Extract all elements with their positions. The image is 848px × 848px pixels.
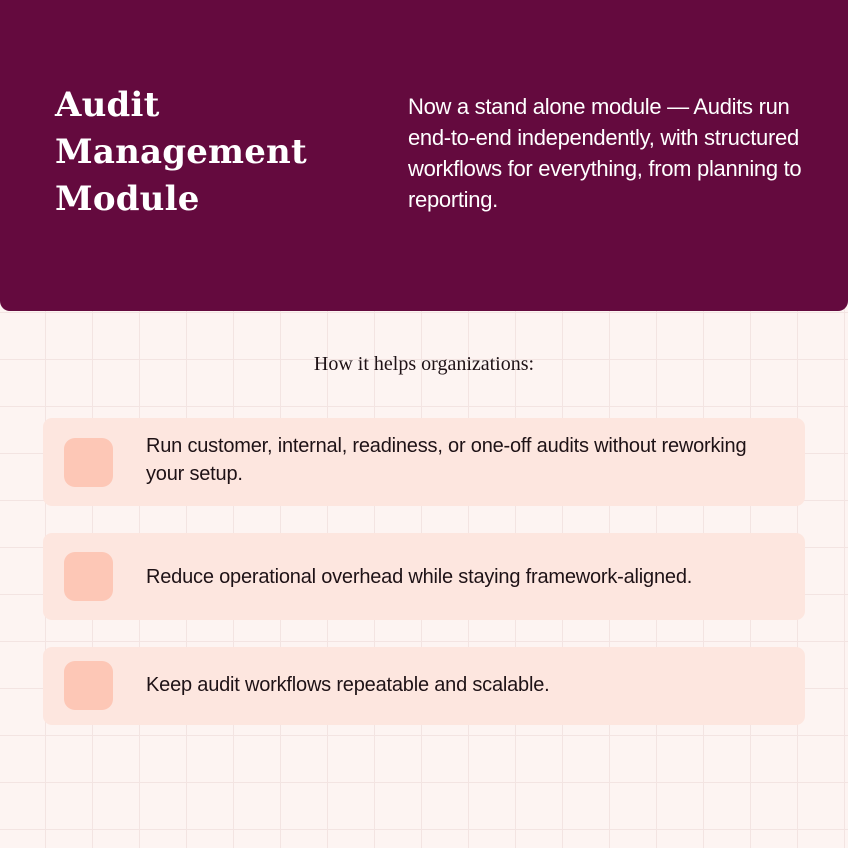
- benefit-icon: [64, 552, 113, 601]
- benefit-card: [43, 647, 805, 725]
- hero-title-line: Module: [55, 179, 200, 219]
- benefit-text: Run customer, internal, readiness, or one-off audits without reworking your setup.: [146, 435, 747, 485]
- benefit-text: Reduce operational overhead while staying framework-aligned.: [146, 566, 693, 588]
- hero-description: Now a stand alone module — Audits run end-to-end independently, with structured workflows for everything, from planning to reporting.: [408, 94, 802, 212]
- hero-title-line: Audit: [55, 85, 160, 125]
- benefit-icon: [64, 438, 113, 487]
- benefit-card: [43, 533, 805, 620]
- hero-banner: [0, 0, 848, 311]
- benefit-card: [43, 418, 805, 506]
- benefit-icon: [64, 661, 113, 710]
- section-heading: How it helps organizations:: [313, 353, 535, 375]
- benefit-text: Keep audit workflows repeatable and scalable.: [146, 674, 550, 696]
- hero-title-line: Management: [55, 132, 307, 172]
- hero-title: [55, 82, 355, 223]
